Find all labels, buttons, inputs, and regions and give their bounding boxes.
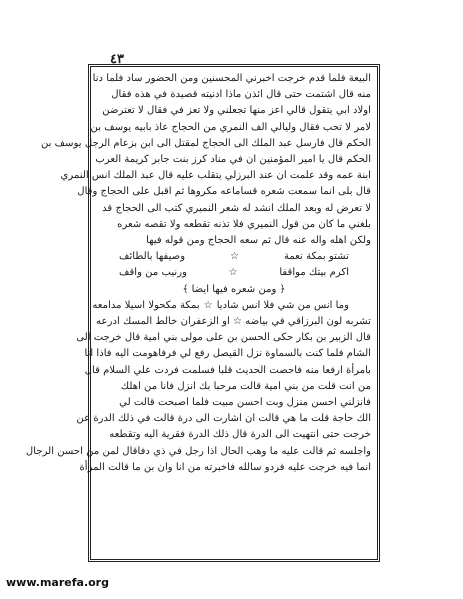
text-line: الحكم قال فارسل عبد الملك الى الحجاج لمقتل الى ابن بزعام الرجل يوسف بن: [40, 137, 371, 149]
text-line: فانزلني احسن منزل وبت احسن مبيت فلما اصبحت قالت لي: [119, 397, 371, 409]
text-line: تشربه لون البرزاقي في بياضه ☆ او الزعفران خالط المسك ادرعه: [96, 316, 371, 328]
text-line: قال الزبير بن بكار حكى الحسن بن على مولى بني امية قال خرجت الى: [76, 332, 371, 344]
text-line: اولاد ابي يتقول قالي اعز منها تجعلني ولا تعز في فقال لا تعترضن: [102, 105, 371, 117]
star-separator-icon: ☆: [230, 251, 240, 263]
verse-line: [97, 265, 371, 281]
verse-hemistich-right: تشتو بمكة نعمة: [283, 251, 349, 263]
text-line: منه قال اشتمت حتى قال ائذن ماذا ادنيته قصيدة في هذه فقال: [111, 89, 371, 101]
text-line: انما فيه خرجت عليه فردو سالله فاخبرته من انا وان بن ما قالت المرأة: [79, 461, 371, 473]
verse-hemistich-left: بمكة مكحولا اسيلا مدامعه: [92, 299, 200, 311]
text-line: واجلسه ثم قالت عليه ما وهب الحال اذا رجل في ذي دفاقال لمن من احسن الرجال: [25, 445, 371, 457]
text-line: ولكن اهله واله عنه قال ثم سعه الحجاج ومن قوله فيها: [146, 235, 371, 247]
text-line: بلغني ما كان من قول النميري فلا تذنه تقطعه ولا تقصه شعره: [117, 218, 371, 230]
text-line: قال بلى انما سمعت شعره قساماعه مكروها ثم اقبل على الحجاج وقال: [77, 186, 371, 198]
verse-hemistich-left: وصيفها بالطائف: [119, 251, 186, 263]
section-heading: ﴿ ومن شعره فيها ايضا ﴾: [182, 283, 286, 295]
verse-hemistich-left: ورنيب من واقف: [119, 267, 187, 279]
page-frame: [25, 64, 380, 562]
text-line: الك حاجة قلت ما هي قالت ان اشارت الى درة قالت في ذلك الدرة عن: [76, 413, 371, 425]
text-line: من انت قلت من بني امية قالت مرحبا بك انزل فانا من اهلك: [120, 380, 371, 392]
text-line: الحكم قال يا امير المؤمنين ان في مناد كرز بنت جابر كريمة العرب: [95, 154, 371, 166]
text-line: لامر لا تحب فقال وليالي الف النمري من الحجاج عاذ بابيه يوسف بن: [90, 121, 371, 133]
verse-line: [97, 249, 371, 265]
text-line: البيعة فلما قدم خرجت اخبرني المحسنين ومن الحضور ساد فلما دنا: [92, 73, 371, 84]
verse-hemistich-right: وما انس من شي فلا انس شاديا: [216, 299, 349, 311]
star-separator-icon: ☆: [203, 299, 213, 311]
verse-line: [92, 298, 371, 314]
page-number: ٤٣: [110, 52, 124, 67]
text-line: لا تعرض له وبعد الملك انشد له شعر النميري كتب الى الحجاج قد: [102, 202, 371, 214]
text-block: [25, 71, 371, 555]
verse-hemistich-right: اكرم بيتك مواقفا: [279, 267, 349, 279]
text-line: ابنة عمه وقد علمت ان عند البرزلي يتقلب عليه قال عبد الملك انس النمري: [60, 170, 371, 182]
watermark-url: www.marefa.org: [6, 576, 109, 589]
text-line: بامرأة ارفعا منه فاحصت الحديث قلبا فسلمت فردت علي السلام قال: [84, 364, 371, 376]
text-line: الشام فلما كنت بالسماوة نزل القيصل رفع لي فرفاهومت اليه فاذا انا: [84, 348, 371, 360]
star-separator-icon: ☆: [228, 267, 238, 279]
text-line: خرجت حتى انتهيت الى الدرة قال ذلك الدرة فقرية اليه وتقطعه: [109, 429, 371, 441]
